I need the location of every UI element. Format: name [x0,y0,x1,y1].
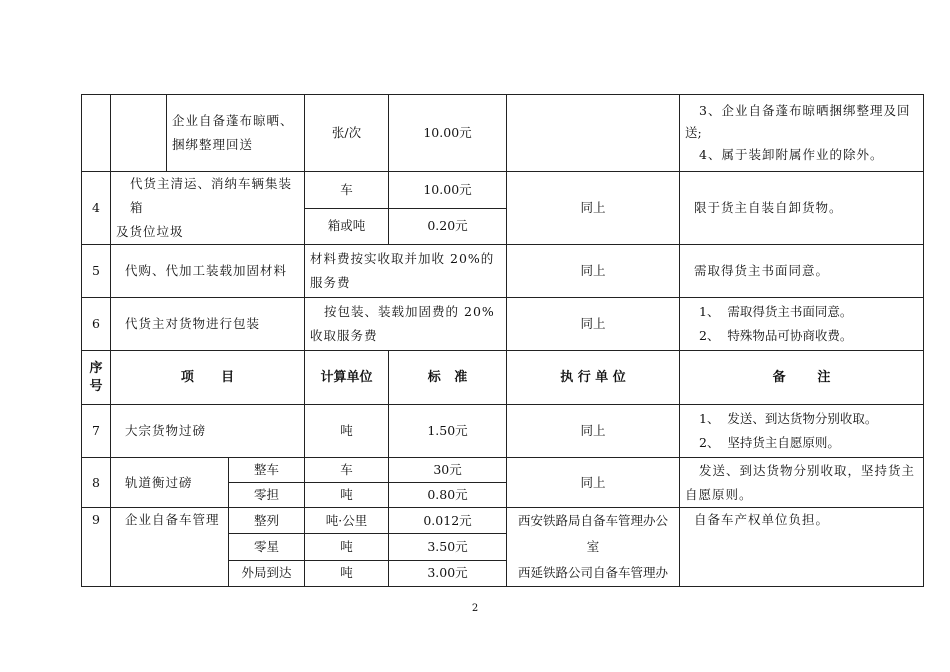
standard-cell: 3.00元 [389,560,507,586]
executor-text: 西安铁路局自备车管理办公 [518,513,669,528]
executor-text: 西延铁路公司自备车管理办 [518,565,669,580]
sub-item-cell: 外局到达 [229,560,305,586]
executor-cell: 同上 [507,405,680,458]
executor-cell: 同上 [507,458,680,508]
page-number: 2 [471,603,479,614]
table-header-row [82,351,924,405]
note-cell [680,95,924,172]
unit-cell: 吨 [305,534,389,560]
charge-cell [305,245,507,298]
charge-cell [305,298,507,351]
charge-text: 收取服务费 [310,328,378,343]
item-text: 企业自备蓬布晾晒、 [172,113,294,128]
standard-cell: 10.00元 [389,172,507,209]
item-text: 及货位垃圾 [116,224,184,239]
note-text: 2、 特殊物品可协商收费。 [699,328,853,343]
note-cell [680,405,924,458]
header-seq [82,351,111,405]
standard-cell: 1.50元 [389,405,507,458]
header-seq-text: 序 [89,360,103,376]
unit-cell: 车 [305,172,389,209]
standard-cell: 0.80元 [389,483,507,508]
item-cell: 企业自备车管理 [111,508,229,587]
standard-cell: 0.20元 [389,208,507,245]
table-row [82,458,924,483]
seq-cell: 6 [82,298,111,351]
standard-cell: 10.00元 [389,95,507,172]
item-text: 代货主清运、消纳车辆集装箱 [130,176,293,215]
unit-cell: 吨 [305,560,389,586]
table-row [82,298,924,351]
unit-cell: 箱或吨 [305,208,389,245]
table-row [82,172,924,209]
unit-cell: 吨 [305,405,389,458]
seq-cell: 5 [82,245,111,298]
table-row [82,508,924,534]
charge-text: 服务费 [310,275,351,290]
standard-cell: 3.50元 [389,534,507,560]
note-cell: 限于货主自装自卸货物。 [680,172,924,245]
seq-cell: 7 [82,405,111,458]
sub-item-cell: 零担 [229,483,305,508]
table-row [82,245,924,298]
item-cell [167,95,305,172]
fee-table [81,94,924,587]
header-note: 备 注 [680,351,924,405]
note-text: 送; [685,125,702,140]
standard-cell: 30元 [389,458,507,483]
header-standard: 标 准 [389,351,507,405]
seq-cell: 9 [82,508,111,587]
unit-cell: 吨 [305,483,389,508]
item-cell: 大宗货物过磅 [111,405,305,458]
note-text: 2、 坚持货主自愿原则。 [699,435,840,450]
charge-text: 按包装、装载加固费的 20% [324,304,495,319]
note-cell: 自备车产权单位负担。 [680,508,924,587]
executor-cell [507,95,680,172]
note-cell [680,458,924,508]
seq-cell [82,95,111,172]
sub-item-cell: 整列 [229,508,305,534]
item-cell: 代购、代加工装载加固材料 [111,245,305,298]
note-text: 发送、到达货物分别收取，坚持货主 [699,462,916,478]
header-seq-text: 号 [89,378,103,394]
empty-cell [111,95,167,172]
table-row [82,405,924,458]
unit-cell: 车 [305,458,389,483]
executor-cell: 同上 [507,245,680,298]
note-cell [680,298,924,351]
header-item: 项 目 [111,351,305,405]
note-text: 1、 需取得货主书面同意。 [699,304,853,319]
note-text: 1、 发送、到达货物分别收取。 [699,411,878,426]
header-unit: 计算单位 [305,351,389,405]
item-cell [111,172,305,245]
item-cell: 代货主对货物进行包装 [111,298,305,351]
sub-item-cell: 零星 [229,534,305,560]
header-executor: 执 行 单 位 [507,351,680,405]
unit-cell: 吨·公里 [305,508,389,534]
note-text: 4、属于装卸附属作业的除外。 [699,147,884,162]
standard-cell: 0.012元 [389,508,507,534]
seq-cell: 8 [82,458,111,508]
note-text: 3、企业自备蓬布晾晒捆绑整理及回 [699,103,911,118]
executor-text: 室 [586,539,600,554]
unit-cell: 张/次 [305,95,389,172]
item-cell: 轨道衡过磅 [111,458,229,508]
executor-cell: 同上 [507,298,680,351]
table-row [82,95,924,172]
note-text: 自愿原则。 [685,486,753,502]
charge-text: 材料费按实收取并加收 20%的 [310,251,495,266]
executor-cell: 同上 [507,172,680,245]
seq-cell: 4 [82,172,111,245]
note-cell: 需取得货主书面同意。 [680,245,924,298]
sub-item-cell: 整车 [229,458,305,483]
executor-cell [507,508,680,587]
item-text: 捆绑整理回送 [172,137,254,152]
